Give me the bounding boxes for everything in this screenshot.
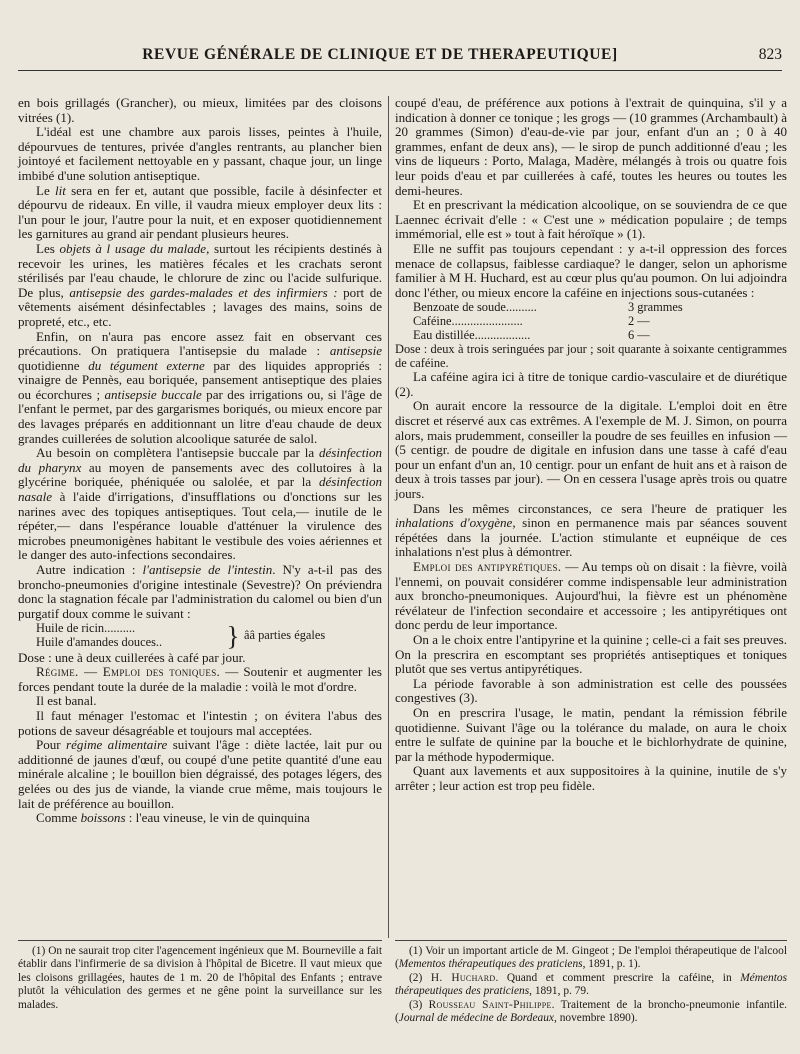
text-run: , surtout les récipients destinés à recevoir les urines, les matières fécales et les crachats seront stérilisés par l'eau chaude, le chlorure de zinc ou l'acide sulfurique. De plus, bbox=[18, 240, 382, 300]
prescription-dose: Dose : deux à trois seringuées par jour ; soit quarante à soixante centigrammes de caféine. bbox=[395, 342, 787, 370]
paragraph: Il est banal. bbox=[36, 693, 97, 709]
paragraph: On aurait encore la ressource de la digitale. L'emploi doit en être discret et réservé aux cas extrêmes. A l'exemple de M. J. Simon, on pourra alors, mais prudemment, conseiller la poudre de ses feuilles en infusion — (5 centigr. de poudre de digitale en infusion dans une tasse à café d'eau pour un enfant d'un an, 10 centigr. pour un enfant de huit ans et à raison de deux à trois tasses par jour). — On en cessera l'usage après trois ou quatre jours. bbox=[395, 398, 787, 502]
emphasis: l'antisepsie de l'intestin bbox=[142, 562, 273, 577]
footnote bbox=[395, 972, 787, 999]
text-run: , 1891, p. 79. bbox=[529, 985, 589, 998]
text-run: Les bbox=[36, 240, 60, 256]
footnote: (1) On ne saurait trop citer l'agencement ingénieux que M. Bourneville a fait établir dans l'infirmerie de sa division à l'hôpital de Bicetre. Il vaut mieux que les cloisons grillagées, hautes de 1 m. 20 de l'hôpital des Enfants ; entrave plutôt la véhiculation des germes et ne gêne point la surveillance sur les malades. bbox=[18, 945, 382, 1011]
text-run: . N'y a-t-il pas des broncho-pneumonies d'origine intestinale (Sevestre)? On préviendra donc la stagnation fécale par l'administration du calomel ou bien d'un purgatif doux comme le suivant : bbox=[18, 562, 382, 621]
emphasis: désinfection du pharynx bbox=[18, 445, 382, 475]
emphasis: antisepsie des gardes-malades et des infirmiers : bbox=[69, 284, 338, 300]
footnote bbox=[395, 999, 787, 1026]
text-run: port de vêtements aisément désinfectables ; lavages des mains, soins de propreté, etc., etc. bbox=[18, 284, 383, 329]
prescription-line bbox=[413, 315, 787, 329]
paragraph: La période favorable à son administration est celle des poussées congestives (3). bbox=[395, 675, 787, 706]
paragraph: Et en prescrivant la médication alcoolique, on se souviendra de ce que Laennec écrivait d'elle : « C'est une » médication populaire ; de temps immémorial, elle est » tout à fait héroïque » (1). bbox=[395, 197, 787, 242]
text-run: sera en fer et, autant que possible, facile à désinfecter et dépourvu de rideaux. En ville, il vaudra mieux employer deux lits : l'un pour le jour, l'autre pour la nuit, et en exposer quotidiennement les garnitures au grand air pendant plusieurs heures. bbox=[18, 182, 383, 242]
text-run: Comme bbox=[36, 810, 81, 826]
text-run: , novembre 1890). bbox=[554, 1012, 638, 1025]
text-run: (3) bbox=[409, 998, 429, 1011]
text-run: Dans les mêmes circonstances, ce sera l'heure de pratiquer les bbox=[413, 500, 787, 516]
text-run: (1) Voir un important article de M. Gingeot ; De l'emploi thérapeutique de l'alcool ( bbox=[395, 945, 787, 971]
ingredient: Benzoate de soude.......... bbox=[413, 300, 537, 315]
paragraph: L'idéal est une chambre aux parois lisses, peintes à l'huile, dépourvues de tentures, privée d'angles rentrants, au plancher bien jointoyé et facilement nettoyable en y passant, chaque jour, un linge imbibé d'une solution antiseptique. bbox=[18, 124, 382, 183]
text-run: , sinon en permanence mais par séances souvent répétées dans la journée. L'action stimulante et eupnéique de ces inhalations n'est plus à démontrer. bbox=[395, 515, 787, 560]
emphasis: Mémentos thérapeutiques des praticiens bbox=[395, 971, 788, 998]
brace: } bbox=[226, 620, 240, 651]
journal-title: REVUE GÉNÉRALE DE CLINIQUE ET DE THERAPEUTIQUE] bbox=[142, 46, 618, 63]
page-number: 823 bbox=[758, 46, 782, 63]
text-run: suivant l'âge : diète lactée, lait pur ou additionné de jaunes d'œuf, ou coupé d'une petite quantité d'une eau minérale alcaline ; le bouillon bien dégraissé, des potages légers, des gelées ou des jus de viande, la viande crue même, mais toujours le lait de préférence au bouillon. bbox=[18, 737, 382, 811]
author-name: H. Huchard bbox=[430, 971, 496, 984]
text-run: (2) bbox=[409, 971, 431, 984]
paragraph: Elle ne suffit pas toujours cependant : y a-t-il oppression des forces menace de collapsus, faiblesse cardiaque? le danger, selon un aphorisme familier à M H. Huchard, est au cœur plus qu'au poumon. On lui adjoindra donc l'éther, ou mieux encore la caféine en injections sous-cutanées : bbox=[395, 240, 787, 300]
paragraph: Quant aux lavements et aux suppositoires à la quinine, inutile de s'y arrêter ; leur action est trop peu fidèle. bbox=[395, 763, 787, 793]
text-run: : l'eau vineuse, le vin de quinquina bbox=[125, 810, 310, 826]
text-run: . Traitement de la broncho-pneumonie infantile. ( bbox=[395, 998, 787, 1025]
emphasis: régime alimentaire bbox=[66, 737, 168, 753]
footnote bbox=[395, 945, 787, 972]
text-run: à l'aide d'irrigations, d'insufflations ou d'onctions sur les narines avec des topiques antiseptiques. Tout cela,— inutile de le répéter,— dans l'espérance louable d'atténuer la virulence des microbes pneumonigènes habitant le vestibule des voies aériennes et le danger des auto-infections secondaires. bbox=[18, 489, 382, 563]
author-name: Rousseau Saint-Philippe bbox=[428, 998, 552, 1011]
prescription-line bbox=[413, 329, 787, 343]
footnotes-right bbox=[395, 940, 787, 1025]
paragraph: On a le choix entre l'antipyrine et la quinine ; celle-ci a fait ses preuves. On la prescrira en escomptant ses propriétés antiseptiques et toniques plutôt que ses vertus antipyrétiques. bbox=[395, 631, 787, 677]
prescription-purgative bbox=[36, 622, 382, 649]
ingredient: Eau distillée.................. bbox=[413, 327, 531, 342]
ingredient: Caféine....................... bbox=[413, 313, 523, 328]
text-run: . Quand et comment prescrire la caféine, in bbox=[495, 971, 741, 984]
paragraph bbox=[395, 502, 787, 560]
text-run: Le bbox=[36, 182, 55, 198]
text-run: — Soutenir et augmenter les forces pendant toute la durée de la maladie : voilà le mot d'ordre. bbox=[18, 664, 382, 694]
footnotes-left bbox=[18, 940, 382, 1012]
ingredient-qty: 2 — bbox=[628, 313, 650, 328]
text-run: par des liquides appropriés : vinaigre de Pennès, eau boriquée, pansement antiseptique des plaies ou écorchures ; bbox=[18, 357, 382, 402]
paragraph: en bois grillagés (Grancher), ou mieux, limitées par des cloisons vitrées (1). bbox=[18, 95, 382, 125]
emphasis: antisepsie buccale bbox=[104, 386, 202, 402]
emphasis: lit bbox=[55, 182, 66, 198]
section-heading: Régime. — Emploi des toniques. bbox=[36, 664, 221, 680]
footnote-rule bbox=[18, 940, 382, 941]
text-run: Autre indication : bbox=[36, 562, 143, 577]
running-head bbox=[18, 40, 782, 71]
emphasis: inhalations d'oxygène bbox=[395, 515, 513, 531]
paragraph bbox=[18, 811, 382, 826]
paragraph bbox=[18, 242, 382, 330]
emphasis: Journal de médecine de Bordeaux bbox=[398, 1012, 554, 1025]
paragraph bbox=[395, 560, 787, 633]
paragraph bbox=[18, 738, 382, 811]
text-run: par des irrigations ou, si l'âge de l'enfant le permet, par des gargarismes boriqués, ou mieux encore par des lavages préparés en additionnant un litre d'eau chaude de deux grandes cuillerées de solution alcoolique saturée de salol. bbox=[18, 386, 382, 446]
text-run: Enfin, on n'aura pas encore assez fait en observant ces précautions. On pratiquera l'antisepsie du malade : bbox=[18, 328, 382, 359]
ingredient-qty: 3 grammes bbox=[628, 300, 683, 315]
prescription-caffeine bbox=[413, 301, 787, 342]
emphasis: objets à l usage du malade bbox=[59, 240, 207, 256]
paragraph: On en prescrira l'usage, le matin, pendant la rémission fébrile quotidienne. Suivant l'âge ou la tolérance du malade, on aura le choix entre le sulfate de quinine par la bouche et le bichlorhydrate de quinine, par la méthode hypodermique. bbox=[395, 704, 787, 764]
text-run: quotidienne bbox=[18, 357, 89, 373]
prescription-dose: Dose : une à deux cuillerées à café par jour. bbox=[18, 649, 246, 665]
paragraph bbox=[18, 330, 382, 447]
paragraph bbox=[18, 665, 382, 694]
left-column bbox=[18, 96, 382, 826]
emphasis: boissons bbox=[80, 810, 126, 826]
text-run: — Au temps où on disait : la fièvre, voilà l'ennemi, on pouvait considérer comme indispensable leur administration aux broncho-pneumoniques. Aujourd'hui, la fièvre est un phénomène révélateur de l'infection secondaire et accessoire ; les antipyrétiques ont donc perdu de leur importance. bbox=[395, 559, 787, 633]
emphasis: antisepsie bbox=[329, 343, 382, 359]
text-run: Au besoin on complètera l'antisepsie buccale par la bbox=[36, 445, 319, 461]
text-run: au moyen de pansements avec des collutoires à la glycérine boriquée, phéniquée ou salolée, et par la bbox=[18, 459, 383, 490]
paragraph: Il faut ménager l'estomac et l'intestin ; on évitera l'abus des potions de saveur désagréable et toujours mal acceptées. bbox=[18, 707, 382, 738]
prescription-line: Huile de ricin.......... bbox=[36, 621, 136, 636]
emphasis: désinfection nasale bbox=[18, 474, 382, 505]
paragraph bbox=[18, 446, 382, 563]
prescription-items bbox=[36, 622, 226, 649]
text-run: Pour bbox=[36, 737, 67, 753]
paragraph bbox=[18, 184, 382, 242]
text-run: , 1891, p. 1). bbox=[582, 958, 641, 971]
paragraph bbox=[18, 563, 382, 621]
footnote-rule bbox=[395, 940, 787, 941]
ingredient-qty: 6 — bbox=[628, 327, 650, 342]
prescription-line bbox=[413, 301, 787, 315]
emphasis: du tégument externe bbox=[88, 357, 205, 373]
column-divider bbox=[388, 96, 389, 938]
paragraph: La caféine agira ici à titre de tonique cardio-vasculaire et de diurétique (2). bbox=[395, 369, 787, 399]
prescription-line: Huile d'amandes douces.. bbox=[36, 634, 163, 649]
emphasis: Mementos thérapeutiques des praticiens bbox=[398, 958, 583, 971]
right-column bbox=[395, 96, 787, 794]
paragraph: coupé d'eau, de préférence aux potions à l'extrait de quinquina, s'il y a indication à donner ce tonique ; les grogs — (10 grammes (Archambault) à 20 grammes (Simon) d'eau-de-vie par jour, enfant d'un an ; 0 à 40 grammes, enfant de deux ans), — le sirop de punch additionné d'eau ; les vins de liqueurs : Porto, Malaga, Madère, mélangés à trois ou quatre fois leur poids d'eau et par cuillerées à café, toutes les heures ou toutes les demi-heures. bbox=[395, 95, 788, 198]
prescription-quantity: ââ parties égales bbox=[244, 628, 326, 643]
section-heading: Emploi des antipyrétiques. bbox=[413, 559, 562, 574]
